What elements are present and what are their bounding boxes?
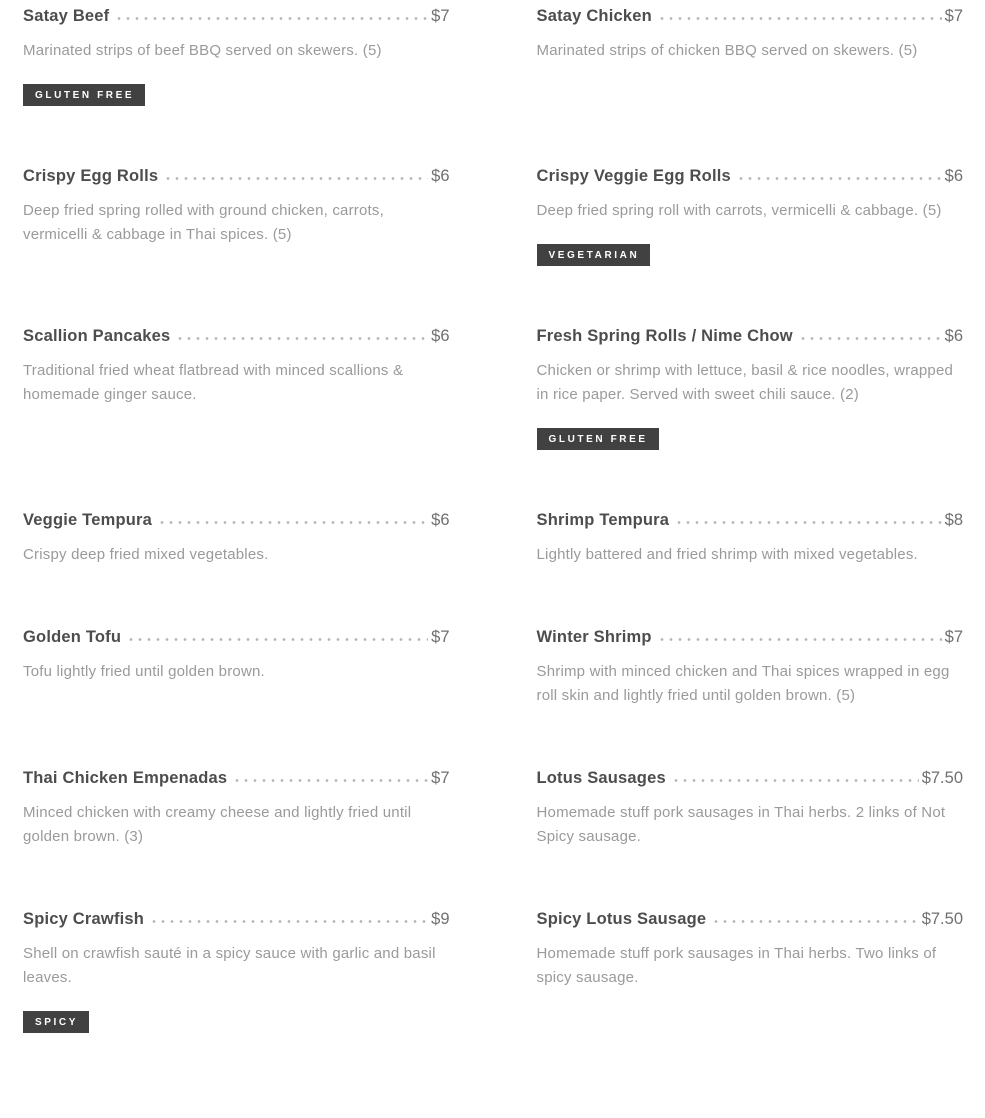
- dot-leader: [801, 336, 942, 341]
- dot-leader: [117, 16, 428, 21]
- item-name: Fresh Spring Rolls / Nime Chow: [536, 327, 793, 345]
- item-header: [537, 910, 964, 929]
- item-description: Lightly battered and fried shrimp with mixed vegetables.: [536, 546, 918, 563]
- dot-leader: [235, 778, 428, 783]
- item-header: [23, 511, 450, 530]
- item-name: Satay Beef: [23, 7, 110, 25]
- item-header: [537, 167, 964, 186]
- item-name: Lotus Sausages: [536, 769, 666, 787]
- item-price: $7: [944, 7, 963, 25]
- dietary-badge: GLUTEN FREE: [23, 84, 145, 106]
- item-description: Chicken or shrimp with lettuce, basil & rice noodles, wrapped in rice paper. Served with sweet chili sauce. (2): [536, 362, 954, 403]
- item-price: $7.50: [921, 769, 963, 787]
- item-price: $6: [944, 327, 963, 345]
- menu-item: [23, 7, 450, 106]
- item-name: Golden Tofu: [23, 628, 122, 646]
- dot-leader: [660, 637, 942, 642]
- item-name: Crispy Egg Rolls: [23, 167, 159, 185]
- menu-item: [537, 7, 964, 106]
- item-name: Thai Chicken Empenadas: [23, 769, 228, 787]
- menu-item: [537, 910, 964, 1033]
- item-price: $7: [944, 628, 963, 646]
- menu-item: [537, 769, 964, 849]
- dot-leader: [129, 637, 428, 642]
- item-description: Traditional fried wheat flatbread with minced scallions & homemade ginger sauce.: [23, 362, 404, 403]
- dot-leader: [739, 176, 942, 181]
- item-header: [537, 7, 964, 26]
- item-header: [23, 7, 450, 26]
- item-header: [537, 327, 964, 346]
- dot-leader: [152, 919, 428, 924]
- dot-leader: [178, 336, 428, 341]
- item-description: Shell on crawfish sauté in a spicy sauce with garlic and basil leaves.: [23, 945, 436, 986]
- item-price: $7: [431, 628, 450, 646]
- item-header: [23, 628, 450, 647]
- dietary-badge: GLUTEN FREE: [537, 428, 659, 450]
- item-header: [537, 511, 964, 530]
- menu-item: [537, 167, 964, 266]
- dietary-badge: VEGETARIAN: [537, 244, 651, 266]
- item-price: $6: [944, 167, 963, 185]
- dot-leader: [714, 919, 918, 924]
- item-price: $7: [431, 7, 450, 25]
- item-header: [537, 769, 964, 788]
- item-price: $7: [431, 769, 450, 787]
- item-name: Satay Chicken: [536, 7, 652, 25]
- item-price: $6: [431, 167, 450, 185]
- item-name: Shrimp Tempura: [536, 511, 670, 529]
- item-description: Deep fried spring roll with carrots, vermicelli & cabbage. (5): [536, 202, 942, 219]
- item-name: Crispy Veggie Egg Rolls: [536, 167, 731, 185]
- item-header: [23, 769, 450, 788]
- item-description: Homemade stuff pork sausages in Thai herbs. Two links of spicy sausage.: [536, 945, 937, 986]
- item-price: $7.50: [921, 910, 963, 928]
- menu-item: [23, 511, 450, 567]
- item-name: Spicy Lotus Sausage: [536, 910, 707, 928]
- item-header: [23, 910, 450, 929]
- item-price: $8: [944, 511, 963, 529]
- menu-item: [23, 327, 450, 450]
- item-header: [23, 167, 450, 186]
- item-name: Spicy Crawfish: [23, 910, 145, 928]
- item-description: Crispy deep fried mixed vegetables.: [23, 546, 269, 563]
- item-price: $6: [431, 327, 450, 345]
- item-description: Tofu lightly fried until golden brown.: [23, 663, 265, 680]
- item-description: Homemade stuff pork sausages in Thai herbs. 2 links of Not Spicy sausage.: [536, 804, 946, 845]
- menu-item: [23, 628, 450, 708]
- menu-item: [537, 628, 964, 708]
- item-description: Marinated strips of chicken BBQ served on skewers. (5): [536, 42, 918, 59]
- item-description: Marinated strips of beef BBQ served on skewers. (5): [23, 42, 382, 59]
- item-header: [537, 628, 964, 647]
- menu-item: [23, 167, 450, 266]
- menu-item: [23, 910, 450, 1033]
- dot-leader: [166, 176, 428, 181]
- item-description: Deep fried spring rolled with ground chicken, carrots, vermicelli & cabbage in Thai spices. (5): [23, 202, 384, 243]
- dot-leader: [660, 16, 942, 21]
- item-price: $9: [431, 910, 450, 928]
- dot-leader: [677, 520, 941, 525]
- item-name: Winter Shrimp: [536, 628, 652, 646]
- item-description: Shrimp with minced chicken and Thai spices wrapped in egg roll skin and lightly fried until golden brown. (5): [536, 663, 950, 704]
- dot-leader: [674, 778, 919, 783]
- item-description: Minced chicken with creamy cheese and lightly fried until golden brown. (3): [23, 804, 412, 845]
- item-name: Scallion Pancakes: [23, 327, 171, 345]
- dot-leader: [160, 520, 428, 525]
- item-name: Veggie Tempura: [23, 511, 153, 529]
- menu-item: [23, 769, 450, 849]
- item-price: $6: [431, 511, 450, 529]
- menu-item: [537, 511, 964, 567]
- dietary-badge: SPICY: [23, 1011, 89, 1033]
- menu-item: [537, 327, 964, 450]
- item-header: [23, 327, 450, 346]
